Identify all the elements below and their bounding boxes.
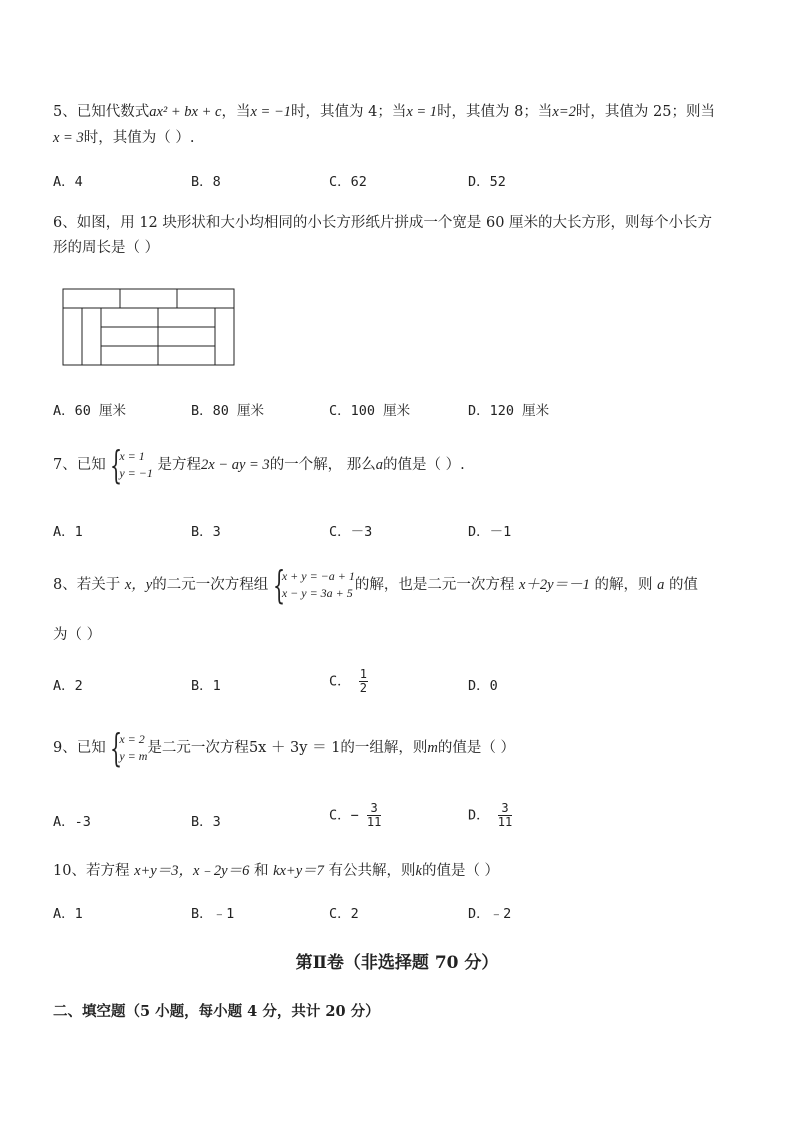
q5-option-d: D．52 (468, 174, 506, 190)
part-heading: 二、填空题（5 小题，每小题 4 分，共计 20 分） (53, 1003, 380, 1020)
q6-line1: 6、如图，用 12 块形状和大小均相同的小长方形纸片拼成一个宽是 60 厘米的大长方形，则每个小长方 (53, 215, 713, 231)
q5-line1: 5、已知代数式ax² + bx + c，当x = −1时，其值为 4；当x = 1时，其值为 8；当x=2时，其值为 25；则当 (53, 104, 715, 120)
q9-option-c-fraction: $\frac{3}{11}$ (366, 801, 382, 829)
q6-line2: 形的周长是（ ） (53, 240, 160, 256)
q6-option-c: C．100 厘米 (329, 403, 411, 419)
q8-option-a: A．2 (53, 678, 83, 694)
section-title: 第Ⅱ卷（非选择题 70 分） (295, 953, 499, 973)
q7-option-a: A．1 (53, 524, 83, 540)
q8-option-c: C． $\frac{1}{2}$ (329, 667, 368, 695)
q5-line2: x = 3时，其值为（ ）. (53, 130, 195, 146)
q9-option-b: B．3 (191, 814, 221, 830)
q7-option-b: B．3 (191, 524, 221, 540)
q6-option-a: A．60 厘米 (53, 403, 127, 419)
q7-line: 7、已知 { x = 1 y = −1 是方程2x − ay = 3的一个解， 那么a的值是（ ）. (53, 443, 465, 487)
q5-option-b: B．8 (191, 174, 221, 190)
q9-option-d: D． $\frac{3}{11}$ (468, 801, 513, 829)
q8-option-d: D．0 (468, 678, 498, 694)
q8-line2: 为（ ） (53, 627, 102, 643)
q6-option-d: D．120 厘米 (468, 403, 550, 419)
q5-option-c: C．62 (329, 174, 367, 190)
q10-option-b: B．﹣1 (191, 906, 235, 922)
q9-option-c: C．− $\frac{3}{11}$ (329, 801, 382, 829)
q8-equation-system: { x + y = −a + 1 x − y = 3a + 5 (272, 563, 355, 607)
q7-option-d: D．－1 (468, 524, 512, 540)
q8-option-b: B．1 (191, 678, 221, 694)
q8-option-c-fraction: $\frac{1}{2}$ (359, 667, 368, 695)
q10-option-d: D．﹣2 (468, 906, 512, 922)
q10-option-a: A．1 (53, 906, 83, 922)
q5-option-a: A．4 (53, 174, 83, 190)
q9-option-a: A．-3 (53, 814, 91, 830)
q7-option-c: C．－3 (329, 524, 373, 540)
q7-equation-system: { x = 1 y = −1 (110, 443, 153, 487)
q9-equation-system: { x = 2 y = m (110, 726, 148, 770)
q8-line1: 8、若关于 x，y的二元一次方程组 { x + y = −a + 1 x − y = 3a + 5 的解，也是二元一次方程 x＋2y＝－1 的解，则 a 的值 (53, 563, 698, 607)
q9-line: 9、已知 { x = 2 y = m 是二元一次方程5x ＋ 3y ＝ 1的一组解，则m的值是（ ） (53, 726, 516, 770)
q6-option-b: B．80 厘米 (191, 403, 265, 419)
q10-line: 10、若方程 x+y＝3，x﹣2y＝6 和 kx+y＝7 有公共解，则k的值是（ ） (53, 863, 500, 879)
rectangle-tiling-figure (62, 288, 236, 367)
q9-option-d-fraction: $\frac{3}{11}$ (497, 801, 513, 829)
q10-option-c: C．2 (329, 906, 359, 922)
